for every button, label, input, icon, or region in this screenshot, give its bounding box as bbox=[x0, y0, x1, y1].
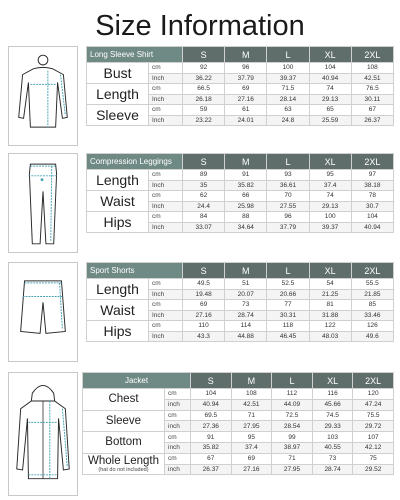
table-cell: 34.64 bbox=[225, 222, 267, 233]
table-cell: 103 bbox=[312, 432, 353, 443]
table-cell: 69 bbox=[225, 84, 267, 95]
table-cell: 33.46 bbox=[351, 310, 393, 321]
table-cell: 44.09 bbox=[272, 399, 313, 410]
hooded-jacket-icon bbox=[8, 372, 78, 496]
table-cell: 45.66 bbox=[312, 399, 353, 410]
size-header: M bbox=[225, 263, 267, 279]
table-cell: 70 bbox=[267, 191, 309, 202]
table-cell: 73 bbox=[225, 300, 267, 311]
table-cell: 44.88 bbox=[225, 331, 267, 342]
table-cell: 104 bbox=[309, 63, 351, 74]
table-cell: 35.82 bbox=[191, 442, 232, 453]
table-cell: 122 bbox=[309, 321, 351, 332]
table-cell: 69 bbox=[183, 300, 225, 311]
table-cell: 78 bbox=[351, 191, 393, 202]
measurement-label: Bust bbox=[87, 63, 149, 84]
table-cell: 27.16 bbox=[183, 310, 225, 321]
table-cell: 71.5 bbox=[267, 84, 309, 95]
table-cell: 99 bbox=[272, 432, 313, 443]
table-cell: 72.5 bbox=[272, 410, 313, 421]
unit-label: cm bbox=[149, 170, 183, 181]
unit-label: cm bbox=[149, 105, 183, 116]
table-cell: 51 bbox=[225, 279, 267, 290]
size-header: XL bbox=[309, 47, 351, 63]
size-header: 2XL bbox=[351, 47, 393, 63]
table-cell: 27.95 bbox=[231, 421, 272, 432]
table-cell: 55.5 bbox=[351, 279, 393, 290]
table-cell: 91 bbox=[225, 170, 267, 181]
table-cell: 59 bbox=[183, 105, 225, 116]
size-table bbox=[86, 262, 394, 342]
table-cell: 67 bbox=[351, 105, 393, 116]
table-cell: 71 bbox=[272, 453, 313, 464]
table-cell: 30.7 bbox=[351, 201, 393, 212]
table-cell: 93 bbox=[267, 170, 309, 181]
table-cell: 76.5 bbox=[351, 84, 393, 95]
table-cell: 54 bbox=[309, 279, 351, 290]
size-header: 2XL bbox=[351, 154, 393, 170]
table-cell: 91 bbox=[191, 432, 232, 443]
unit-label: cm bbox=[149, 279, 183, 290]
table-cell: 31.88 bbox=[309, 310, 351, 321]
table-cell: 110 bbox=[183, 321, 225, 332]
table-cell: 49.5 bbox=[183, 279, 225, 290]
table-cell: 81 bbox=[309, 300, 351, 311]
measurement-label: Waist bbox=[87, 191, 149, 212]
size-header: M bbox=[225, 154, 267, 170]
unit-label: cm bbox=[165, 432, 191, 443]
table-cell: 40.55 bbox=[312, 442, 353, 453]
table-cell: 69.5 bbox=[191, 410, 232, 421]
table-cell: 96 bbox=[225, 63, 267, 74]
table-cell: 120 bbox=[353, 389, 394, 400]
table-cell: 29.13 bbox=[309, 201, 351, 212]
size-header: XL bbox=[309, 154, 351, 170]
table-cell: 67 bbox=[191, 453, 232, 464]
unit-label: Inch bbox=[149, 115, 183, 126]
table-cell: 35.82 bbox=[225, 180, 267, 191]
table-cell: 107 bbox=[353, 432, 394, 443]
table-cell: 42.51 bbox=[351, 73, 393, 84]
table-cell: 75 bbox=[353, 453, 394, 464]
table-cell: 104 bbox=[191, 389, 232, 400]
table-cell: 38.97 bbox=[272, 442, 313, 453]
table-cell: 26.18 bbox=[183, 94, 225, 105]
table-cell: 40.94 bbox=[309, 73, 351, 84]
table-cell: 36.22 bbox=[183, 73, 225, 84]
unit-label: cm bbox=[165, 453, 191, 464]
table-cell: 43.3 bbox=[183, 331, 225, 342]
unit-label: Inch bbox=[149, 331, 183, 342]
table-cell: 40.94 bbox=[351, 222, 393, 233]
table-cell: 126 bbox=[351, 321, 393, 332]
table-cell: 47.24 bbox=[353, 399, 394, 410]
table-cell: 24.01 bbox=[225, 115, 267, 126]
table-cell: 97 bbox=[351, 170, 393, 181]
table-cell: 77 bbox=[267, 300, 309, 311]
table-cell: 69 bbox=[231, 453, 272, 464]
table-cell: 37.79 bbox=[267, 222, 309, 233]
table-cell: 46.45 bbox=[267, 331, 309, 342]
table-cell: 95 bbox=[231, 432, 272, 443]
section-label: Sport Shorts bbox=[87, 263, 183, 279]
table-cell: 66.5 bbox=[183, 84, 225, 95]
table-cell: 96 bbox=[267, 212, 309, 223]
unit-label: cm bbox=[165, 410, 191, 421]
unit-label: cm bbox=[165, 389, 191, 400]
table-cell: 20.66 bbox=[267, 289, 309, 300]
table-cell: 71 bbox=[231, 410, 272, 421]
measurement-label: Sleeve bbox=[83, 410, 165, 432]
section-jacket bbox=[8, 372, 394, 496]
table-cell: 37.79 bbox=[225, 73, 267, 84]
table-cell: 25.59 bbox=[309, 115, 351, 126]
table-cell: 26.37 bbox=[351, 115, 393, 126]
section-label: Jacket bbox=[83, 373, 191, 389]
measurement-label: Length bbox=[87, 279, 149, 300]
table-cell: 33.07 bbox=[183, 222, 225, 233]
unit-label: cm bbox=[149, 191, 183, 202]
table-cell: 28.74 bbox=[225, 310, 267, 321]
table-cell: 74 bbox=[309, 84, 351, 95]
table-cell: 75.5 bbox=[353, 410, 394, 421]
measurement-label: Length bbox=[87, 170, 149, 191]
table-cell: 37.4 bbox=[309, 180, 351, 191]
table-cell: 66 bbox=[225, 191, 267, 202]
table-cell: 61 bbox=[225, 105, 267, 116]
measurement-label: Sleeve bbox=[87, 105, 149, 126]
unit-label: Inch bbox=[149, 201, 183, 212]
table-cell: 112 bbox=[272, 389, 313, 400]
table-cell: 24.4 bbox=[183, 201, 225, 212]
unit-label: cm bbox=[149, 300, 183, 311]
size-header: S bbox=[183, 154, 225, 170]
size-header: XL bbox=[312, 373, 353, 389]
unit-label: Inch bbox=[149, 289, 183, 300]
measurement-label: Bottom bbox=[83, 432, 165, 454]
measurement-note: (hat do not included) bbox=[98, 467, 149, 474]
measurement-label: Hips bbox=[87, 321, 149, 342]
unit-label: Inch bbox=[149, 73, 183, 84]
table-cell: 39.37 bbox=[309, 222, 351, 233]
table-cell: 108 bbox=[231, 389, 272, 400]
table-cell: 27.95 bbox=[272, 464, 313, 475]
table-cell: 85 bbox=[351, 300, 393, 311]
unit-label: cm bbox=[149, 321, 183, 332]
table-cell: 84 bbox=[183, 212, 225, 223]
size-header: L bbox=[267, 47, 309, 63]
table-cell: 118 bbox=[267, 321, 309, 332]
unit-label: Inch bbox=[149, 180, 183, 191]
measurement-label: Length bbox=[87, 84, 149, 105]
measurement-name: Whole Length bbox=[88, 455, 159, 468]
section-label: Compression Leggings bbox=[87, 154, 183, 170]
table-cell: 89 bbox=[183, 170, 225, 181]
size-header: XL bbox=[309, 263, 351, 279]
size-header: M bbox=[225, 47, 267, 63]
size-table bbox=[82, 372, 394, 475]
table-cell: 21.25 bbox=[309, 289, 351, 300]
table-cell: 42.51 bbox=[231, 399, 272, 410]
table-cell: 28.54 bbox=[272, 421, 313, 432]
table-cell: 63 bbox=[267, 105, 309, 116]
table-cell: 92 bbox=[183, 63, 225, 74]
size-header: L bbox=[267, 263, 309, 279]
size-table bbox=[86, 46, 394, 126]
long-sleeve-shirt-icon bbox=[8, 46, 78, 146]
table-cell: 24.8 bbox=[267, 115, 309, 126]
section-sport-shorts bbox=[8, 262, 394, 362]
unit-label: inch bbox=[165, 464, 191, 475]
size-header: M bbox=[231, 373, 272, 389]
table-cell: 35 bbox=[183, 180, 225, 191]
table-cell: 27.16 bbox=[225, 94, 267, 105]
table-cell: 100 bbox=[267, 63, 309, 74]
table-cell: 39.37 bbox=[267, 73, 309, 84]
table-cell: 116 bbox=[312, 389, 353, 400]
table-cell: 23.22 bbox=[183, 115, 225, 126]
unit-label: cm bbox=[149, 84, 183, 95]
section-long-sleeve-shirt bbox=[8, 46, 394, 146]
measurement-label bbox=[83, 453, 165, 475]
table-cell: 19.48 bbox=[183, 289, 225, 300]
unit-label: inch bbox=[165, 421, 191, 432]
size-header: S bbox=[183, 47, 225, 63]
size-header: 2XL bbox=[351, 263, 393, 279]
unit-label: Inch bbox=[149, 94, 183, 105]
table-cell: 28.14 bbox=[267, 94, 309, 105]
table-cell: 29.13 bbox=[309, 94, 351, 105]
shorts-icon bbox=[8, 262, 78, 362]
table-cell: 40.94 bbox=[191, 399, 232, 410]
table-cell: 65 bbox=[309, 105, 351, 116]
table-cell: 27.55 bbox=[267, 201, 309, 212]
table-cell: 30.11 bbox=[351, 94, 393, 105]
size-header: S bbox=[191, 373, 232, 389]
table-cell: 20.07 bbox=[225, 289, 267, 300]
section-compression-leggings bbox=[8, 153, 394, 253]
table-cell: 26.37 bbox=[191, 464, 232, 475]
table-cell: 37.4 bbox=[231, 442, 272, 453]
table-cell: 104 bbox=[351, 212, 393, 223]
table-cell: 95 bbox=[309, 170, 351, 181]
unit-label: Inch bbox=[149, 310, 183, 321]
table-cell: 21.85 bbox=[351, 289, 393, 300]
table-cell: 100 bbox=[309, 212, 351, 223]
measurement-label: Chest bbox=[83, 389, 165, 411]
size-header: 2XL bbox=[353, 373, 394, 389]
table-cell: 27.36 bbox=[191, 421, 232, 432]
table-cell: 88 bbox=[225, 212, 267, 223]
unit-label: inch bbox=[165, 442, 191, 453]
table-cell: 114 bbox=[225, 321, 267, 332]
size-header: L bbox=[272, 373, 313, 389]
table-cell: 38.18 bbox=[351, 180, 393, 191]
section-label: Long Sleeve Shirt bbox=[87, 47, 183, 63]
table-cell: 74 bbox=[309, 191, 351, 202]
page-title: Size Information bbox=[95, 10, 305, 42]
measurement-label: Hips bbox=[87, 212, 149, 233]
table-cell: 42.12 bbox=[353, 442, 394, 453]
table-cell: 36.61 bbox=[267, 180, 309, 191]
leggings-icon bbox=[8, 153, 78, 253]
unit-label: cm bbox=[149, 212, 183, 223]
unit-label: cm bbox=[149, 63, 183, 74]
table-cell: 29.72 bbox=[353, 421, 394, 432]
unit-label: Inch bbox=[149, 222, 183, 233]
table-cell: 29.33 bbox=[312, 421, 353, 432]
table-cell: 29.52 bbox=[353, 464, 394, 475]
table-cell: 27.16 bbox=[231, 464, 272, 475]
table-cell: 25.98 bbox=[225, 201, 267, 212]
table-cell: 74.5 bbox=[312, 410, 353, 421]
table-cell: 108 bbox=[351, 63, 393, 74]
table-cell: 73 bbox=[312, 453, 353, 464]
table-cell: 30.31 bbox=[267, 310, 309, 321]
unit-label: inch bbox=[165, 399, 191, 410]
table-cell: 28.74 bbox=[312, 464, 353, 475]
size-header: S bbox=[183, 263, 225, 279]
measurement-label: Waist bbox=[87, 300, 149, 321]
size-header: L bbox=[267, 154, 309, 170]
table-cell: 49.6 bbox=[351, 331, 393, 342]
table-cell: 52.5 bbox=[267, 279, 309, 290]
table-cell: 62 bbox=[183, 191, 225, 202]
table-cell: 48.03 bbox=[309, 331, 351, 342]
size-table bbox=[86, 153, 394, 233]
